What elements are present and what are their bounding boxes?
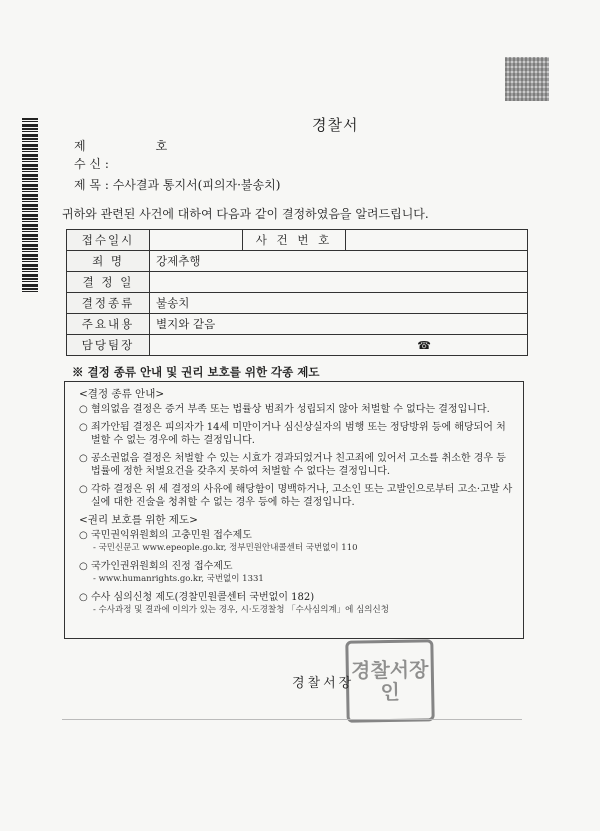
decision-item [79, 421, 513, 447]
document-title: 경찰서 [312, 116, 359, 134]
received-date-value [150, 230, 243, 251]
decision-type-value: 불송치 [150, 293, 528, 314]
intro-text: 귀하와 관련된 사건에 대하여 다음과 같이 결정하였음을 알려드립니다. [62, 207, 429, 221]
subject-line [74, 176, 280, 193]
decision-date-label: 결 정 일 [67, 272, 150, 293]
rights-item [79, 560, 513, 586]
number-label: 제 [74, 139, 86, 153]
bullet-icon: ○ [79, 422, 88, 433]
rights-detail: - www.humanrights.go.kr, 국번없이 1331 [93, 574, 264, 584]
decision-item [79, 403, 513, 416]
recipient-label: 수 신 : [74, 157, 109, 171]
bullet-icon: ○ [79, 484, 88, 495]
decision-section-heading: <결정 종류 안내> [79, 388, 165, 400]
document-number [74, 137, 167, 154]
rights-name: 국가인권위원회의 진정 접수제도 [91, 561, 233, 572]
rights-detail: - 수사과정 및 결과에 이의가 있는 경우, 시·도경찰청 「수사심의계」에 심의신청 [93, 605, 389, 615]
guide-box [64, 381, 524, 639]
bullet-icon: ○ [79, 561, 88, 572]
bullet-icon: ○ [79, 404, 88, 415]
phone-icon: ☎ [417, 338, 431, 352]
case-number-label: 사 건 번 호 [243, 230, 346, 251]
summary-label: 주요내용 [67, 314, 150, 335]
subject-text: 수사결과 통지서(피의자·불송치) [112, 178, 281, 192]
rights-item [79, 591, 513, 617]
rights-item [79, 529, 513, 555]
subject-label: 제 목 : [74, 178, 109, 192]
rights-detail: - 국민신문고 www.epeople.go.kr, 정부민원안내콜센터 국번없이 110 [93, 543, 358, 553]
case-info-table [66, 229, 528, 356]
recipient-line [74, 155, 109, 172]
decision-date-value [150, 272, 528, 293]
rights-section-heading: <권리 보호를 위한 제도> [79, 514, 198, 526]
officer-label: 담당팀장 [67, 335, 150, 356]
decision-text: 혐의없음 결정은 증거 부족 또는 법률상 범죄가 성립되지 않아 처벌할 수 없다는 결정입니다. [91, 404, 490, 415]
rights-name: 국민권익위원회의 고충민원 접수제도 [91, 530, 252, 541]
seal-text: 경찰서장인 [350, 657, 429, 705]
qr-code [505, 57, 549, 101]
guide-title: ※ 결정 종류 안내 및 권리 보호를 위한 각종 제도 [72, 365, 320, 379]
decision-type-label: 결정종류 [67, 293, 150, 314]
bottom-divider [62, 719, 522, 720]
received-date-label: 접수일시 [67, 230, 150, 251]
decision-item [79, 452, 513, 478]
bullet-icon: ○ [79, 530, 88, 541]
charge-value: 강제추행 [150, 251, 528, 272]
number-suffix: 호 [155, 139, 168, 153]
case-number-value [346, 230, 528, 251]
official-seal [345, 639, 434, 723]
decision-text: 죄가안됨 결정은 피의자가 14세 미만이거나 심신상실자의 범행 또는 정당방위 등에 해당되어 처벌할 수 없는 경우에 하는 결정입니다. [91, 422, 506, 446]
decision-text: 각하 결정은 위 세 결정의 사유에 해당함이 명백하거나, 고소인 또는 고발인으로부터 고소·고발 사실에 대한 진술을 청취할 수 없는 경우 등에 하는 결정입니다. [91, 484, 513, 508]
decision-text: 공소권없음 결정은 처벌할 수 있는 시효가 경과되었거나 친고죄에 있어서 고소를 취소한 경우 등 법률에 정한 처벌요건을 갖추지 못하여 처벌할 수 없다는 결정입니다. [91, 453, 506, 477]
rights-name: 수사 심의신청 제도(경찰민원콜센터 국번없이 182) [91, 592, 315, 603]
charge-label: 죄 명 [67, 251, 150, 272]
bullet-icon: ○ [79, 592, 88, 603]
barcode-strip [22, 118, 38, 293]
officer-value [150, 335, 528, 356]
summary-value: 별지와 같음 [150, 314, 528, 335]
bullet-icon: ○ [79, 453, 88, 464]
issuer-name: 경찰서장 [292, 676, 355, 691]
decision-item [79, 483, 513, 509]
